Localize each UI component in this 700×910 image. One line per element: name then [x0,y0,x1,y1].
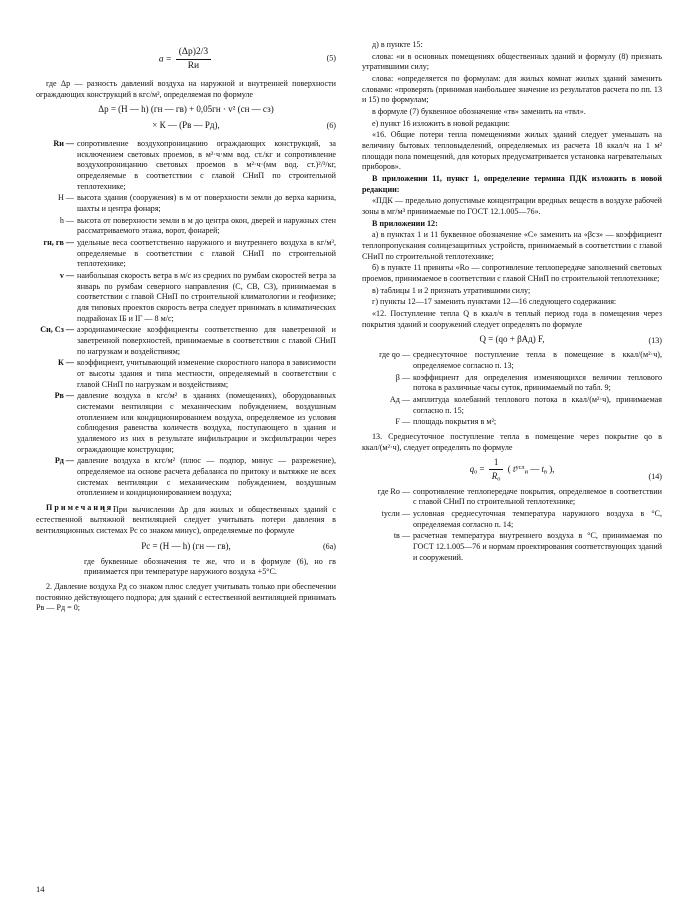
formula-6-line1 [36,104,336,116]
formula-6-line1-text: Δр = (H — h) (гн — гв) + 0,05гн · v² (сн — сз) [98,104,274,115]
paragraph-dp-definition: где Δр — разность давлений воздуха на наружной и внутренней поверхности ограждающих конструкций в кгс/м², определяемая по формуле [36,78,336,99]
definition-row [36,271,336,324]
definition-row [362,487,662,508]
item-13: 13. Среднесуточное поступление тепла в помещение через покрытие qо в ккал/(м²·ч), следует определять по формуле [362,432,662,452]
definition-term: гн, гв — [43,237,74,247]
formula-14-rhs: ( $t^{усл}_и$ — $t_в$ ), [507,464,555,476]
formula-14-fraction [489,457,504,482]
definition-row [36,216,336,237]
appendix-12-item-v: в) таблицы 1 и 2 признать утратившими силу; [372,285,531,295]
definition-body: аэродинамические коэффициенты соответственно для наветренной и заветренной поверхностей, принимаемые в соответствии с главой СНиП по нагрузкам и воздействиям; [77,325,336,356]
definition-row [36,238,336,270]
formula-6-line2-text: × К — (Pв — Pд), [152,120,220,131]
formula-14-lhs: $q_o$ = [469,464,487,476]
formula-5-fraction [176,47,211,72]
item-12: «12. Поступление тепла Q в ккал/ч в теплый период года в помещения через покрытия зданий и сооружений следует определять по формуле [362,309,662,329]
formula-5-number: (5) [326,54,336,64]
definition-row [36,391,336,455]
note-1: 1. При вычислении Δр для жилых и общественных зданий с естественной вытяжной вентиляцией следует учитывать потери давления в вентиляционных системах Pс со знаком минус), определяемые по формуле [36,504,336,536]
definition-term: Rи — [53,138,74,148]
definition-body: давление воздуха в кгс/м² (плюс — подпор, минус — разрежение), определяемое на основе расчета дебаланса по притоку и вытяжке не всех системах вентиляции с механическим побуждением, воздушным отоплением и кондиционированием воздуха; [77,456,336,498]
definition-body: амплитуда колебаний теплового потока в ккал/(м²·ч), принимаемая согласно п. 15; [413,395,662,415]
appendix-12-item-a: а) в пунктах 1 и 11 буквенное обозначение «С» заменить на «βсз» — коэффициент теплопропускания солнцезащитных устройств, принимаемый в соответствии с главой СНиП по строительной теплотехнике; [362,230,662,261]
formula-5-denominator: Rи [187,60,200,71]
definition-body: удельные веса соответственно наружного и внутреннего воздуха в кг/м³, определяемые в соответствии с главой СНиП по строительной теплотехнике; [77,237,336,269]
definition-term: tусли — [381,508,410,518]
definition-row [36,325,336,357]
definition-body: наибольшая скорость ветра в м/с из средних по румбам скоростей ветра за январь по румбам северного направления (С, СВ, СЗ), принимаемая в соответствии с главой СНиП по строительной климатологии и геофизике; для типовых проектов скорость ветра следует принимать в климатических подрайонах IБ и IГ — 8 м/с; [77,271,336,323]
item-e-body: «16. Общие потери тепла помещениями жилых зданий следует уменьшать на величину бытовых тепловыделений, определяемых из расчета 18 ккал/ч на 1 м² площади пола помещений, для которых предусматривается установка нагревательных приборов». [362,130,662,172]
formula-6-line2 [36,120,336,132]
formula-13-text: Q = (qо + βAд) F, [479,334,545,345]
formula-14-numerator: 1 [489,457,504,469]
formula-6a-number: (6а) [322,542,336,551]
definition-term: К — [58,358,74,368]
definition-body: высота от поверхности земли в м до центра окон, дверей и наружных стен рассматриваемого этажа, ворот, фонарей; [77,215,336,236]
definition-body: коэффициент, учитывающий изменение скоростного напора в зависимости от высоты здания и типа местности, определяемый в соответствии с главой СНиП по нагрузкам и воздействиям; [77,358,337,389]
left-column [36,40,336,858]
formula-5-lhs: a [158,54,164,65]
definition-row [36,358,336,390]
definition-term: Pд — [54,456,74,466]
definition-row [36,456,336,499]
appendix-12-item-g: г) пункты 12—17 заменить пунктами 12—16 следующего содержания: [372,297,617,307]
definition-row [36,139,336,192]
appendix-11-heading: В приложении 11, пункт 1, определение термина ПДК изложить в новой редакции: [362,174,662,194]
definition-row [362,350,662,371]
appendix-12-item-b: б) в пункте 11 приняты «Rо — сопротивление теплопередаче заполнений световых проемов, принимаемое в соответствии с главой СНиП по строительной теплотехнике; [362,263,662,284]
item-d-sub-3: в формуле (7) буквенное обозначение «тв» заменить на «твл». [372,107,586,117]
definition-row [362,395,662,416]
definition-term: tв — [393,531,410,541]
definition-body: коэффициент для определения изменяющихся величин теплового потока в различные часы суток, принимаемый по табл. 9; [413,372,662,393]
definition-row [362,509,662,530]
equals-sign: = [166,54,174,65]
right-column [362,40,662,858]
definition-term: Си, Сз — [40,325,74,335]
definition-term: h — [59,215,74,225]
definition-term: β — [395,372,410,382]
definition-term: Aд — [389,395,410,405]
definition-term: где Rо — [377,486,410,496]
formula-6a-text: Pс = (H — h) (гн — гв), [141,540,231,551]
definition-body: площадь покрытия в м²; [413,417,497,427]
formula-14-denominator: $R_o$ [491,470,501,483]
definition-body: давление воздуха в кгс/м² в зданиях (помещениях), оборудованных системами вентиляции с механическим побуждением, воздушным отоплением или кондиционированием воздуха, определяемое из условия соблюдения равенства количеств воздуха, поступающего в здания и удаляемого из них в результате инфильтрации и эксфильтрации через ограждающие конструкции; [77,391,336,454]
definition-row [362,531,662,563]
note-2: 2. Давление воздуха Pд со знаком плюс следует учитывать только при обеспечении постоянно действующего подпора; для зданий с естественной вентиляцией принимать Pв — Pд = 0; [36,582,336,613]
formula-5-numerator: (Δр)2/3 [176,47,211,60]
definition-term: где qо — [379,350,410,360]
item-d: д) в пункте 15: [372,40,423,49]
definition-row [362,417,662,428]
formula-13 [362,334,662,346]
definition-body: условная среднесуточная температура наружного воздуха в °С, определяемая согласно п. 14; [413,508,662,529]
page-number: 14 [36,884,45,894]
item-d-sub-1: слова: «и в основных помещениях общественных зданий и формулу (8) признать утратившими силу; [362,51,662,72]
appendix-11-body: «ПДК — предельно допустимые концентрации вредных веществ в воздухе рабочей зоны в мг/м³ принимаемые по ГОСТ 12.1.005—76». [362,196,662,217]
definition-term: Pв — [54,391,74,401]
item-e: е) пункт 16 изложить в новой редакции: [372,118,510,128]
formula-14-number: (14) [648,471,662,481]
two-column-layout [36,40,664,858]
formula-6a [36,541,336,553]
definition-body: расчетная температура внутреннего воздуха в °С, принимаемая по ГОСТ 12.1.005—76 и нормам проектирования соответствующих зданий и сооружений. [413,531,662,562]
notes-heading-text: П р и м е ч а н и я : [46,503,116,513]
definition-body: среднесуточное поступление тепла в помещение в ккал/(м²·ч), определяемое согласно п. 13; [413,350,662,371]
definition-body: высота здания (сооружения) в м от поверхности земли до верха карниза, шахты и центра фонаря; [77,193,336,213]
appendix-12-heading: В приложении 12: [372,218,438,228]
formula-14 [362,457,662,482]
formula-6-number: (6) [326,121,336,131]
definition-term: v — [59,271,74,280]
definition-term: F — [395,417,410,427]
definition-row [362,373,662,394]
definition-body: сопротивление воздухопроницанию ограждающих конструкций, за исключением световых проемов, в м²·ч·мм вод. ст./кг и сопротивление воздухопроницанию световых проемов в м²·ч·(мм вод. ст.)²/³/кг, определяемые в соответствии с главой СНиП по строительной теплотехнике; [77,138,336,191]
definition-row [36,193,336,214]
note-1-tail: где буквенные обозначения те же, что и в формуле (6), но гв принимается при температуре наружного воздуха +5°C. [84,556,336,577]
definition-term: H — [58,193,74,203]
formula-13-number: (13) [648,335,662,345]
formula-5 [36,47,336,72]
item-d-sub-2: слова: «определяется по формулам: для жилых комнат жилых зданий заменить словами: «проверять (принимая наибольшее значение из результатов расчета по пп. 13 и 15) по формулам; [362,74,662,105]
definition-body: сопротивление теплопередаче покрытия, определяемое в соответствии с главой СНиП по строительной теплотехнике; [413,486,662,507]
